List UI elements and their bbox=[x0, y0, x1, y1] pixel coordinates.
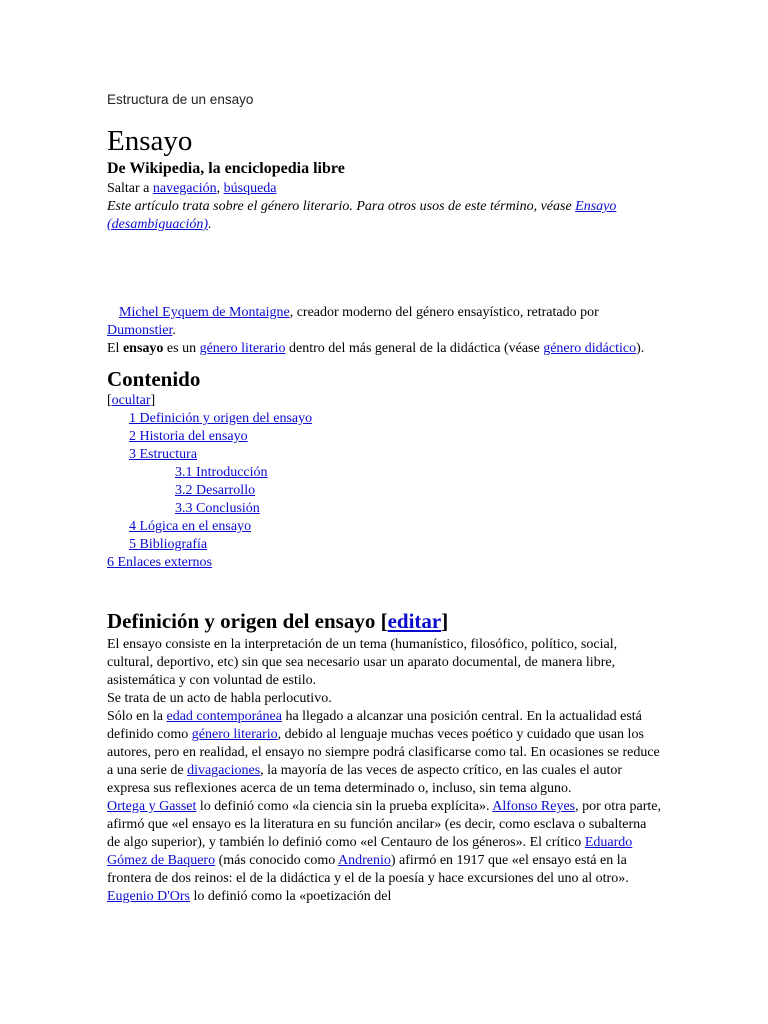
toc-item[interactable]: 6 Enlaces externos bbox=[107, 555, 212, 570]
edit-link[interactable]: editar bbox=[387, 609, 442, 633]
literary-genre-link[interactable]: género literario bbox=[199, 341, 286, 356]
p4-text-a: lo definió como «la ciencia sin la prueba explícita». bbox=[196, 799, 493, 814]
p4-text-e: lo definió como la «poetización del bbox=[190, 889, 392, 904]
navigation-link[interactable]: navegación bbox=[152, 181, 217, 196]
gomez-baquero-link[interactable]: Eduardo Gómez de Baquero bbox=[107, 835, 633, 868]
toc-toggle-line bbox=[107, 392, 662, 410]
toc-bracket-open: [ bbox=[107, 393, 112, 408]
intro-text-a: El bbox=[107, 341, 123, 356]
toc-item[interactable]: 3.2 Desarrollo bbox=[175, 483, 256, 498]
toc-item[interactable]: 2 Historia del ensayo bbox=[129, 429, 248, 444]
p3-text-b: ha llegado a alcanzar una posición central. En la actualidad está definido como bbox=[107, 709, 642, 742]
toc-item[interactable]: 3 Estructura bbox=[129, 447, 198, 462]
dumonstier-link[interactable]: Dumonstier bbox=[107, 323, 173, 338]
caption-end: . bbox=[172, 323, 176, 338]
paragraph bbox=[107, 708, 662, 798]
toc-bracket-close: ] bbox=[150, 393, 156, 408]
toc-item[interactable]: 5 Bibliografía bbox=[129, 537, 208, 552]
intro-paragraph bbox=[107, 340, 662, 358]
alfonso-reyes-link[interactable]: Alfonso Reyes bbox=[492, 799, 576, 814]
edit-bracket-open: [ bbox=[380, 609, 388, 633]
p4-text-d: ) afirmó en 1917 que «el ensayo está en la frontera de dos reinos: el de la didáctica y el de la poesía y hace excursiones del uno al otro». bbox=[107, 853, 629, 886]
disambiguation-link[interactable]: Ensayo (desambiguación) bbox=[107, 199, 617, 232]
eugenio-dors-link[interactable]: Eugenio D'Ors bbox=[107, 889, 191, 904]
section-gap bbox=[107, 572, 662, 598]
image-caption bbox=[107, 304, 662, 340]
intro-bold: ensayo bbox=[122, 341, 164, 356]
ortega-link[interactable]: Ortega y Gasset bbox=[107, 799, 197, 814]
p3-text-a: Sólo en la bbox=[107, 709, 167, 724]
montaigne-link[interactable]: Michel Eyquem de Montaigne bbox=[119, 305, 290, 320]
literary-genre-link-2[interactable]: género literario bbox=[191, 727, 278, 742]
p3-text-c: , debido al lenguaje muchas veces poético y cuidado que usan los autores, pero en realidad, el ensayo no siempre podrá clasificarse como tal. En ocasiones se reduce a una serie de bbox=[107, 727, 660, 778]
image-spacer bbox=[107, 234, 662, 304]
intro-text-d: ). bbox=[636, 341, 645, 356]
jump-links bbox=[107, 180, 662, 198]
table-of-contents bbox=[107, 410, 662, 572]
paragraph: El ensayo consiste en la interpretación de un tema (humanístico, filosófico, político, social, cultural, deportivo, etc) sin que sea necesario usar un aparato documental, de manera libre, asistemática y con voluntad de estilo. bbox=[107, 637, 618, 688]
hatnote-end: . bbox=[208, 217, 212, 232]
hatnote bbox=[107, 198, 662, 234]
intro-text-c: dentro del más general de la didáctica (véase bbox=[285, 341, 544, 356]
toc-item[interactable]: 3.3 Conclusión bbox=[175, 501, 260, 516]
digressions-link[interactable]: divagaciones bbox=[187, 763, 261, 778]
jump-separator: , bbox=[216, 181, 224, 196]
search-link[interactable]: búsqueda bbox=[223, 181, 277, 196]
section-heading bbox=[107, 608, 662, 634]
paragraph bbox=[107, 798, 662, 906]
page-title: Ensayo bbox=[107, 125, 193, 157]
article-content bbox=[107, 124, 662, 906]
toc-hide-link[interactable]: ocultar bbox=[111, 393, 151, 408]
didactic-genre-link[interactable]: género didáctico bbox=[543, 341, 637, 356]
p4-text-b: , por otra parte, afirmó que «el ensayo es la literatura en su función ancilar» (es decir, como esclava o subalterna de algo superior), y también lo definió como «el Centauro de los géneros». El crítico bbox=[107, 799, 662, 850]
caption-text: , creador moderno del género ensayístico, retratado por bbox=[289, 305, 599, 320]
page-subtitle: De Wikipedia, la enciclopedia libre bbox=[107, 160, 345, 177]
contemporary-age-link[interactable]: edad contemporánea bbox=[166, 709, 282, 724]
toc-item[interactable]: 1 Definición y origen del ensayo bbox=[129, 411, 313, 426]
p3-text-d: , la mayoría de las veces de aspecto crítico, en las cuales el autor expresa sus reflexiones acerca de un tema determinado o, incluso, sin tema alguno. bbox=[107, 763, 623, 796]
p4-text-c: (más conocido como bbox=[215, 853, 338, 868]
jump-prefix: Saltar a bbox=[107, 181, 153, 196]
intro-text-b: es un bbox=[163, 341, 200, 356]
section-title: Definición y origen del ensayo bbox=[107, 609, 381, 633]
hatnote-text: Este artículo trata sobre el género literario. Para otros usos de este término, véase bbox=[107, 199, 576, 214]
paragraph: Se trata de un acto de habla perlocutivo. bbox=[107, 691, 332, 706]
toc-heading: Contenido bbox=[107, 367, 201, 391]
document-label: Estructura de un ensayo bbox=[107, 92, 254, 107]
andrenio-link[interactable]: Andrenio bbox=[337, 853, 391, 868]
edit-bracket-close: ] bbox=[441, 609, 449, 633]
toc-item[interactable]: 3.1 Introducción bbox=[175, 465, 268, 480]
toc-item[interactable]: 4 Lógica en el ensayo bbox=[129, 519, 252, 534]
